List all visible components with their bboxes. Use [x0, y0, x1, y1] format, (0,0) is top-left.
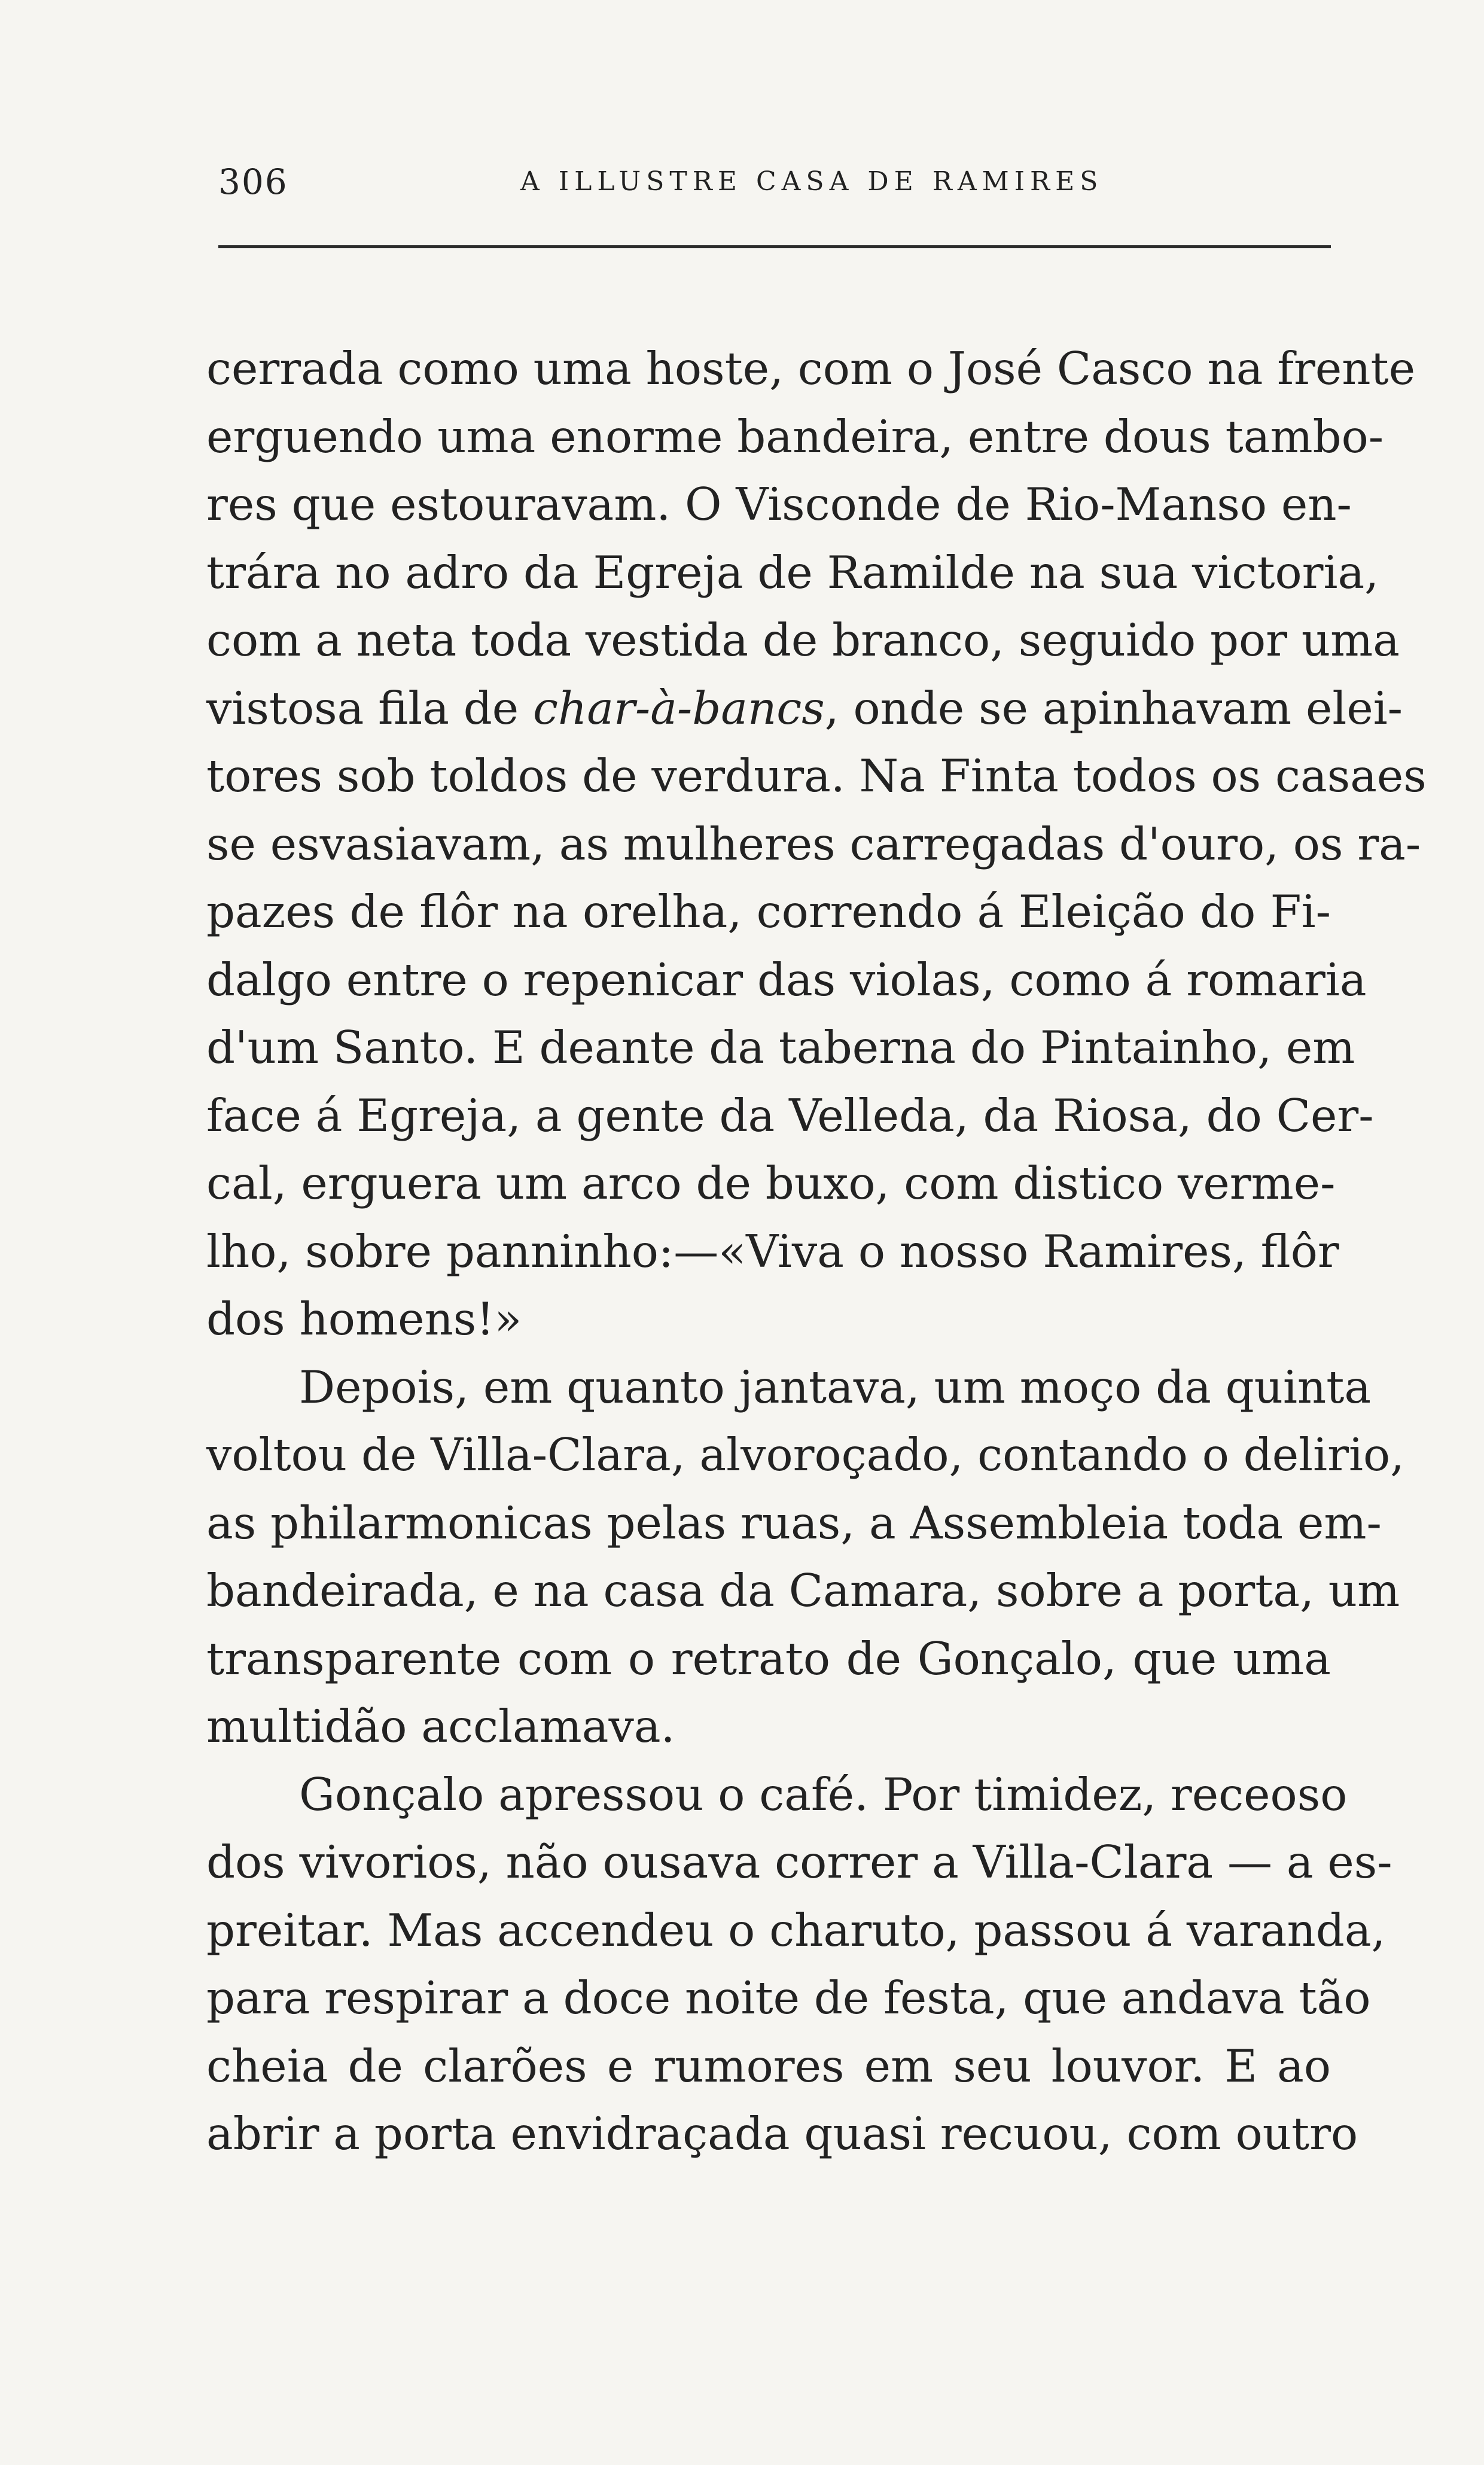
italic-term: char-à-bancs — [532, 681, 825, 735]
header-rule — [218, 245, 1331, 248]
book-title: A ILLUSTRE CASA DE RAMIRES — [520, 166, 1104, 197]
text-line: pazes de flôr na orelha, correndo á Eleição do Fi- — [206, 885, 1331, 938]
text-line: com a neta toda vestida de branco, seguido por uma — [206, 614, 1400, 666]
text-line: para respirar a doce noite de festa, que andava tão — [206, 1972, 1371, 2024]
running-head — [218, 162, 1331, 209]
text-line: tores sob toldos de verdura. Na Finta todos os casaes — [206, 749, 1427, 802]
text-line: transparente com o retrato de Gonçalo, que uma — [206, 1632, 1331, 1685]
body-text — [206, 335, 1427, 2168]
text-line: cerrada como uma hoste, com o José Casco na frente — [206, 342, 1416, 395]
paragraph-start-line: Depois, em quanto jantava, um moço da quinta — [299, 1360, 1372, 1413]
text-line: se esvasiavam, as mulheres carregadas d'ouro, os ra- — [206, 817, 1421, 870]
paragraph-end-line: dos homens!» — [206, 1293, 522, 1345]
text-line: vistosa fila de char-à-bancs, onde se apinhavam elei- — [206, 681, 1403, 735]
text-line: trára no adro da Egreja de Ramilde na sua victoria, — [206, 546, 1379, 599]
text-line: cal, erguera um arco de buxo, com distico verme- — [206, 1157, 1336, 1209]
text-line: d'um Santo. E deante da taberna do Pintainho, em — [206, 1021, 1355, 1074]
paragraph-end-line: multidão acclamava. — [206, 1700, 675, 1753]
text-line: as philarmonicas pelas ruas, a Assembleia toda em- — [206, 1496, 1382, 1549]
text-line: face á Egreja, a gente da Velleda, da Riosa, do Cer- — [206, 1089, 1374, 1142]
text-line: dos vivorios, não ousava correr a Villa-Clara — a es- — [206, 1836, 1392, 1888]
text-line: abrir a porta envidraçada quasi recuou, com outro — [206, 2107, 1358, 2160]
page-number: 306 — [218, 162, 288, 202]
text-line: erguendo uma enorme bandeira, entre dous tambo- — [206, 410, 1384, 463]
paragraph-start-line: Gonçalo apressou o café. Por timidez, receoso — [299, 1768, 1348, 1821]
text-line: res que estouravam. O Visconde de Rio-Manso en- — [206, 478, 1352, 531]
text-line: cheia de clarões e rumores em seu louvor. E ao — [206, 2039, 1331, 2092]
text-line: preitar. Mas accendeu o charuto, passou á varanda, — [206, 1903, 1386, 1957]
text-line: voltou de Villa-Clara, alvoroçado, contando o delirio, — [206, 1428, 1404, 1481]
text-line: bandeirada, e na casa da Camara, sobre a porta, um — [206, 1564, 1400, 1617]
text-line: lho, sobre panninho:—«Viva o nosso Ramires, flôr — [206, 1224, 1339, 1278]
text-line: dalgo entre o repenicar das violas, como á romaria — [206, 953, 1367, 1006]
